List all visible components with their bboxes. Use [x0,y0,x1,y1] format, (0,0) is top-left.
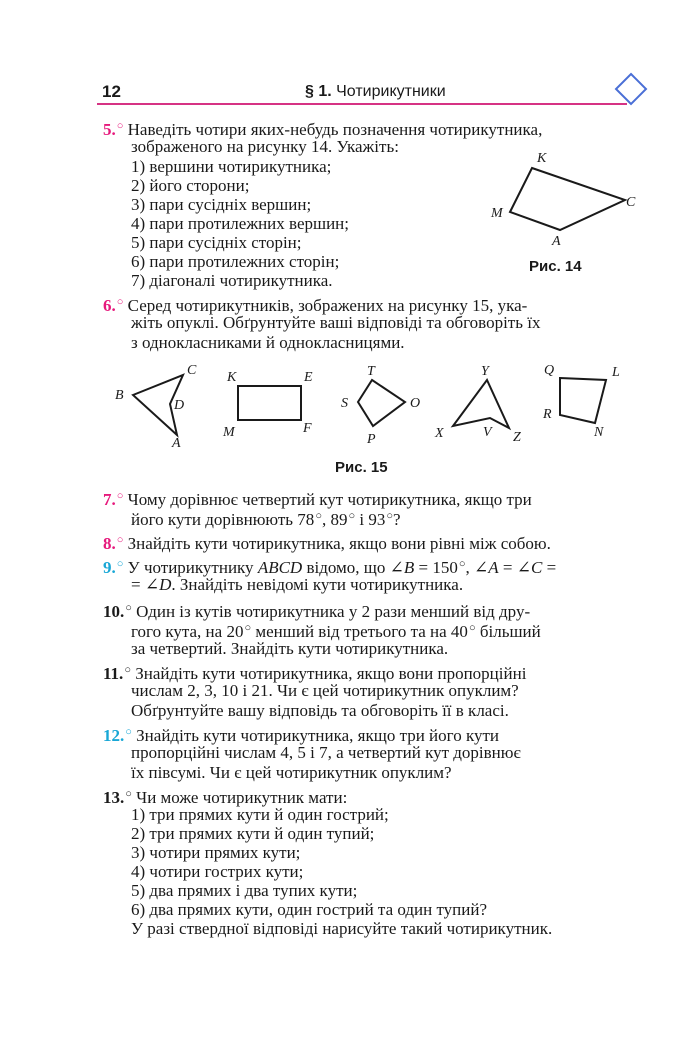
problem-5-item: 2) його сторони; [131,176,250,195]
problem-7-number: 7. [103,490,116,509]
problem-7-line-1: 7.○ Чому дорівнює четвертий кут чотирикутника, якщо три [103,490,532,509]
vertex-label-d: D [174,398,185,413]
vertex-label-e: E [304,370,313,385]
quadrilateral-yxvz [453,380,509,428]
vertex-label-l: L [612,365,620,380]
vertex-label-v: V [483,425,492,440]
problem-5-item: 4) пари протилежних вершин; [131,214,350,233]
figure-14-caption: Рис. 14 [529,258,582,275]
section-title [305,83,446,101]
problem-11-number: 11. [103,664,124,683]
problem-8-number: 8. [103,534,116,553]
diamond-icon [614,72,648,106]
problem-10-line-3: за четвертий. Знайдіть кути чотирикутника. [131,639,449,658]
problem-8-line-1: 8.○ Знайдіть кути чотирикутника, якщо вони рівні між собою. [103,534,551,553]
section-mark: § 1. [305,83,332,100]
problem-10-number: 10. [103,602,125,621]
problem-10-text: Один із кутів чотирикутника у 2 рази менший від дру- [136,602,531,621]
vertex-label-o: O [410,396,421,411]
problem-5-line-1: 5.○ Наведіть чотири яких-небудь позначення чотирикутника, [103,120,543,139]
problem-12-line-1: 12.○ Знайдіть кути чотирикутника, якщо три його кути [103,726,499,745]
quadrilateral-kcam [510,168,625,230]
problem-11-line-3: Обґрунтуйте вашу відповідь та обговоріть її в класі. [131,701,509,720]
problem-12-text: Знайдіть кути чотирикутника, якщо три його кути [136,726,499,745]
vertex-label-a: A [172,436,181,451]
figure-15-caption: Рис. 15 [335,459,388,476]
page-number: 12 [102,82,121,101]
problem-5-text: Наведіть чотири яких-небудь позначення чотирикутника, [127,120,543,139]
problem-11-line-2: числам 2, 3, 10 і 21. Чи є цей чотирикутник опуклим? [131,681,519,700]
vertex-label-a: A [552,234,561,249]
vertex-label-x: X [435,426,444,441]
problem-13-item: 2) три прямих кути й один тупий; [131,824,375,843]
section-title-text: Чотирикутники [336,83,446,100]
problem-5-line-2: зображеного на рисунку 14. Укажіть: [131,137,399,156]
vertex-label-r: R [543,407,552,422]
problem-6-number: 6. [103,296,116,315]
vertex-label-k: K [227,370,237,385]
problem-5-number: 5. [103,120,116,139]
problem-5-item: 6) пари протилежних сторін; [131,252,340,271]
problem-13-item: 3) чотири прямих кути; [131,843,301,862]
figure-15-quadrilaterals [105,358,635,453]
problem-11-line-1: 11.○ Знайдіть кути чотирикутника, якщо вони пропорційні [103,664,527,683]
problem-7-line-2: його кути дорівнюють 78○, 89○ і 93○? [131,510,401,529]
problem-8-text: Знайдіть кути чотирикутника, якщо вони рівні між собою. [127,534,551,553]
problem-5-item: 1) вершини чотирикутника; [131,157,332,176]
vertex-label-n: N [594,425,604,440]
quadrilateral-qlnr [560,378,606,423]
problem-11-text: Знайдіть кути чотирикутника, якщо вони пропорційні [135,664,527,683]
problem-9-line-2: = ∠D. Знайдіть невідомі кути чотирикутника. [131,575,464,594]
problem-12-line-3: їх півсумі. Чи є цей чотирикутник опуклим? [131,763,452,782]
problem-5-item: 7) діагоналі чотирикутника. [131,271,333,290]
vertex-label-y: Y [481,364,489,379]
vertex-label-f: F [303,421,312,436]
figure-14-quadrilateral [485,145,645,250]
problem-13-line-1: 13.○ Чи може чотирикутник мати: [103,788,348,807]
vertex-label-m: M [223,425,235,440]
problem-5-item: 5) пари сусідніх сторін; [131,233,302,252]
vertex-label-b: B [115,388,124,403]
vertex-label-t: T [367,364,375,379]
problem-12-number: 12. [103,726,125,745]
problem-13-text: Чи може чотирикутник мати: [136,788,348,807]
problem-13-item: 1) три прямих кути й один гострий; [131,805,389,824]
problem-9-line-1: 9.○ У чотирикутнику ABCD відомо, що ∠B = 150○, ∠A = ∠C = [103,558,557,577]
vertex-label-c: C [187,363,197,378]
vertex-label-m: M [491,206,503,221]
vertex-label-z: Z [513,430,521,445]
quadrilateral-tspo [358,380,405,426]
problem-7-text: Чому дорівнює четвертий кут чотирикутника, якщо три [127,490,532,509]
vertex-label-c: C [626,195,636,210]
problem-13-number: 13. [103,788,125,807]
vertex-label-k: K [537,151,547,166]
problem-5-item: 3) пари сусідніх вершин; [131,195,312,214]
problem-13-item: 5) два прямих і два тупих кути; [131,881,358,900]
problem-6-line-2: жіть опуклі. Обґрунтуйте ваші відповіді та обговоріть їх [131,313,541,332]
problem-10-line-2: гого кута, на 20○ менший від третього та на 40○ більший [131,622,541,641]
problem-6-line-3: з однокласниками й однокласницями. [131,333,405,352]
problem-13-item: 6) два прямих кути, один гострий та один тупий? [131,900,488,919]
rectangle-kefm [238,386,301,420]
header-rule [97,103,627,105]
problem-9-number: 9. [103,558,116,577]
problem-13-item: 4) чотири гострих кути; [131,862,304,881]
problem-6-line-1: 6.○ Серед чотирикутників, зображених на рисунку 15, ука- [103,296,528,315]
vertex-label-p: P [367,432,376,447]
problem-13-closing: У разі ствердної відповіді нарисуйте такий чотирикутник. [131,919,553,938]
problem-6-text: Серед чотирикутників, зображених на рисунку 15, ука- [127,296,528,315]
problem-12-line-2: пропорційні числам 4, 5 і 7, а четвертий кут дорівнює [131,743,521,762]
vertex-label-q: Q [544,363,555,378]
problem-10-line-1: 10.○ Один із кутів чотирикутника у 2 рази менший від дру- [103,602,531,621]
vertex-label-s: S [341,396,348,411]
